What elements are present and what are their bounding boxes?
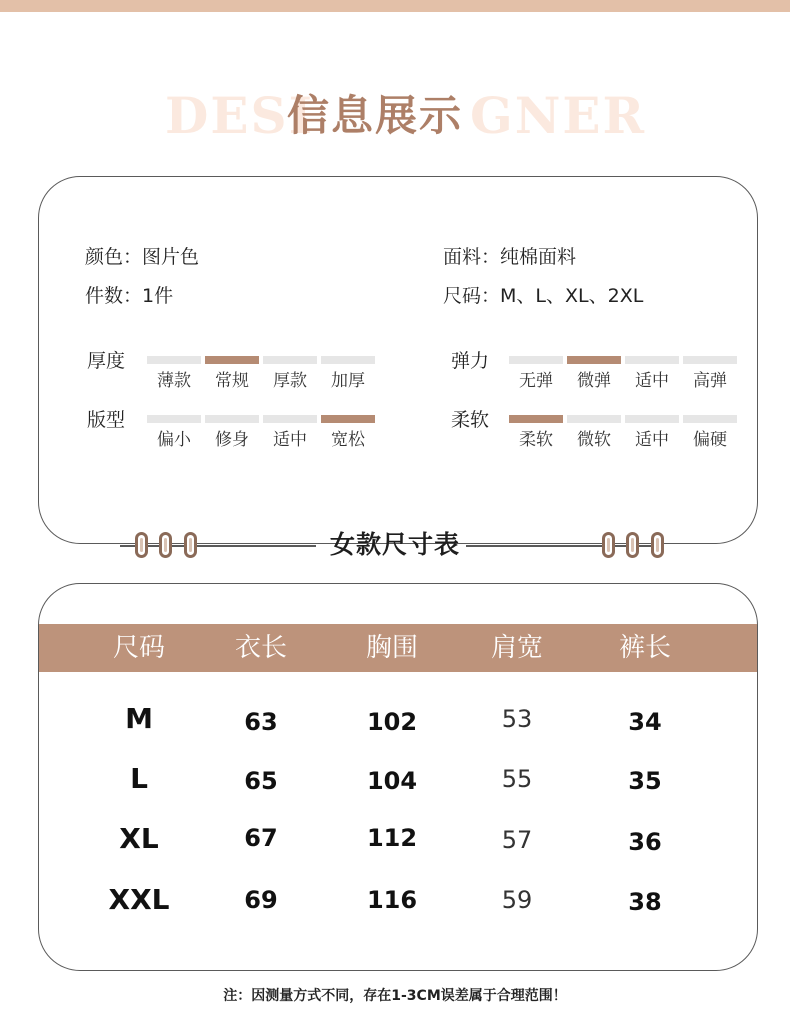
scale-bar: [625, 415, 679, 423]
scale-option-label: 高弹: [693, 371, 727, 391]
sizes-label: 尺码 ：: [443, 285, 500, 307]
scale-bar: [321, 356, 375, 364]
scale-bar: [567, 415, 621, 423]
scale-bar: [567, 356, 621, 364]
scale-option: [567, 356, 621, 396]
cell-size: XXL: [108, 883, 170, 916]
scale-bar: [683, 415, 737, 423]
scale-option: [263, 356, 317, 396]
scale-bar: [625, 356, 679, 364]
scale-bar: [263, 415, 317, 423]
banner-ghost-text-right: GNER: [470, 86, 647, 145]
color-info: [85, 245, 199, 269]
cell-length: 63: [244, 708, 278, 736]
scale-option-label: 适中: [273, 430, 307, 450]
cell-pants-length: 36: [628, 828, 662, 856]
color-label: 颜色 ：: [85, 246, 142, 268]
clip-icon: [159, 532, 172, 558]
fabric-info: [443, 245, 576, 269]
scale-option: [147, 415, 201, 455]
header-chest: 胸围: [365, 633, 418, 663]
sizes-info: [443, 284, 643, 308]
cell-length: 67: [244, 824, 278, 852]
cell-length: 69: [244, 886, 278, 914]
clip-icon: [651, 532, 664, 558]
measurement-note: 注：因测量方式不同，存在1-3CM误差属于合理范围！: [223, 988, 567, 1004]
scale-bar: [321, 415, 375, 423]
pieces-label: 件数 ：: [85, 285, 142, 307]
scale-option-label: 偏小: [157, 430, 191, 450]
scale-option-label: 厚款: [273, 371, 307, 391]
thickness-scale: [147, 356, 377, 396]
scale-option-label: 加厚: [331, 371, 365, 391]
cell-chest: 102: [366, 708, 418, 736]
cell-pants-length: 35: [628, 767, 662, 795]
clip-icon: [626, 532, 639, 558]
scale-option: [625, 356, 679, 396]
scale-option: [683, 356, 737, 396]
size-table-header: [39, 624, 758, 672]
cell-shoulder: 55: [501, 765, 533, 793]
scale-bar: [205, 415, 259, 423]
scale-option-label: 柔软: [519, 430, 553, 450]
fit-label: 版型: [87, 409, 126, 431]
scale-option-label: 无弹: [519, 371, 553, 391]
pieces-value: 1件: [142, 285, 174, 307]
softness-label: 柔软: [451, 409, 490, 431]
cell-chest: 112: [366, 824, 418, 852]
color-value: 图片色: [142, 246, 200, 268]
softness-scale: [509, 415, 739, 455]
cell-size: L: [130, 762, 148, 795]
thickness-label: 厚度: [87, 350, 126, 372]
header-length: 衣长: [234, 633, 287, 663]
cell-pants-length: 34: [628, 708, 662, 736]
scale-option-label: 偏硬: [693, 430, 727, 450]
scale-option: [147, 356, 201, 396]
scale-option-label: 薄款: [157, 371, 191, 391]
cell-shoulder: 59: [501, 886, 533, 914]
scale-option: [567, 415, 621, 455]
scale-bar: [205, 356, 259, 364]
cell-shoulder: 57: [501, 826, 533, 854]
scale-option-label: 适中: [635, 371, 669, 391]
scale-option-label: 微软: [577, 430, 611, 450]
clip-icon: [184, 532, 197, 558]
cell-size: XL: [119, 822, 159, 855]
product-info-card: [38, 176, 758, 544]
fit-scale: [147, 415, 377, 455]
scale-option: [509, 415, 563, 455]
cell-chest: 116: [366, 886, 418, 914]
scale-option: [625, 415, 679, 455]
header-size: 尺码: [112, 633, 165, 663]
scale-bar: [509, 356, 563, 364]
cell-shoulder: 53: [501, 705, 533, 733]
fabric-label: 面料 ：: [443, 246, 500, 268]
cell-chest: 104: [366, 767, 418, 795]
top-accent-bar: [0, 0, 790, 12]
cell-size: M: [125, 702, 153, 735]
scale-option: [205, 415, 259, 455]
pieces-info: [85, 284, 173, 308]
elasticity-scale: [509, 356, 739, 396]
scale-option: [509, 356, 563, 396]
scale-option: [683, 415, 737, 455]
scale-option-label: 宽松: [331, 430, 365, 450]
scale-bar: [147, 356, 201, 364]
scale-option-label: 适中: [635, 430, 669, 450]
scale-option: [321, 415, 375, 455]
banner-ghost-text-left: DESI: [165, 86, 314, 145]
cell-length: 65: [244, 767, 278, 795]
size-chart-title: 女款尺寸表: [329, 530, 460, 559]
scale-option-label: 微弹: [577, 371, 611, 391]
scale-bar: [147, 415, 201, 423]
size-chart-card: [38, 583, 758, 971]
scale-option: [263, 415, 317, 455]
scale-option-label: 常规: [215, 371, 249, 391]
scale-bar: [683, 356, 737, 364]
scale-option-label: 修身: [215, 430, 249, 450]
scale-bar: [509, 415, 563, 423]
header-pants-length: 裤长: [618, 633, 671, 663]
banner-title: 信息展示: [287, 91, 464, 140]
clip-icon: [135, 532, 148, 558]
scale-option: [205, 356, 259, 396]
fabric-value: 纯棉面料: [500, 246, 577, 268]
scale-option: [321, 356, 375, 396]
scale-bar: [263, 356, 317, 364]
elasticity-label: 弹力: [451, 350, 490, 372]
header-shoulder: 肩宽: [490, 633, 543, 663]
sizes-value: M、L、XL、2XL: [500, 285, 644, 307]
banner: [0, 80, 790, 150]
cell-pants-length: 38: [628, 888, 662, 916]
divider-left: [120, 545, 316, 547]
clip-icon: [602, 532, 615, 558]
